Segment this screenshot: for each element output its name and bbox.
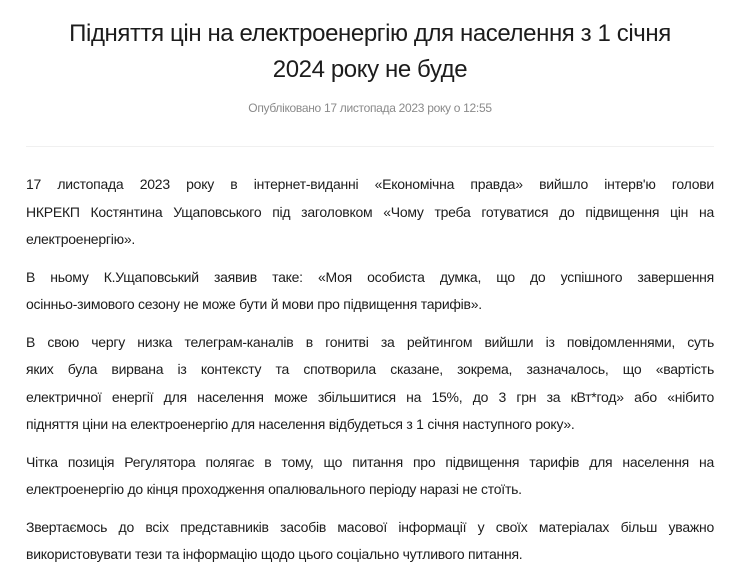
article-title [0,16,740,88]
publish-date: Опубліковано 17 листопада 2023 року о 12:55 [248,101,492,115]
paragraph-line: електроенергію». [26,231,136,247]
article-paragraph [26,329,714,439]
article-paragraph [26,449,714,504]
paragraph-line: використовувати тези та інформацію щодо цього соціально чутливого питання. [26,546,523,562]
paragraph-line: В свою чергу низка телеграм-каналів в гонитві за рейтингом вийшли із повідомленнями, суть [26,333,714,350]
paragraph-line: електроенергію до кінця проходження опалювального періоду наразі не стоїть. [26,481,522,497]
paragraph-line: осінньо-зимового сезону не може бути й мови про підвищення тарифів». [26,296,482,312]
article-paragraph [26,264,714,319]
paragraph-line: Чітка позиція Регулятора полягає в тому, що питання про підвищення тарифів для населення на [26,453,714,470]
divider [26,146,714,147]
paragraph-line: електричної енергії для населення може збільшитися на 15%, до 3 грн за кВт*год» або «нібито [26,388,714,405]
article-paragraph [26,171,714,254]
paragraph-line: підняття ціни на електроенергію для населення відбудеться з 1 січня наступного року». [26,416,575,432]
title-line: Підняття цін на електроенергію для населення з 1 січня [69,20,671,47]
paragraph-line: 17 листопада 2023 року в інтернет-виданні «Економічна правда» вийшло інтерв'ю голови [26,176,714,192]
article-body [26,171,714,579]
paragraph-line: Звертаємось до всіх представників засобів масової інформації у своїх матеріалах більш уважно [26,518,714,535]
article-paragraph [26,514,714,569]
title-line: 2024 року не буде [272,56,468,83]
paragraph-line: В ньому К.Ущаповський заявив таке: «Моя особиста думка, що до успішного завершення [26,268,714,285]
paragraph-line: НКРЕКП Костянтина Ущаповського під заголовком «Чому треба готуватися до підвищення цін на [26,203,714,220]
paragraph-line: яких була вирвана із контексту та спотворила сказане, зокрема, зазначалось, що «вартість [26,361,714,377]
